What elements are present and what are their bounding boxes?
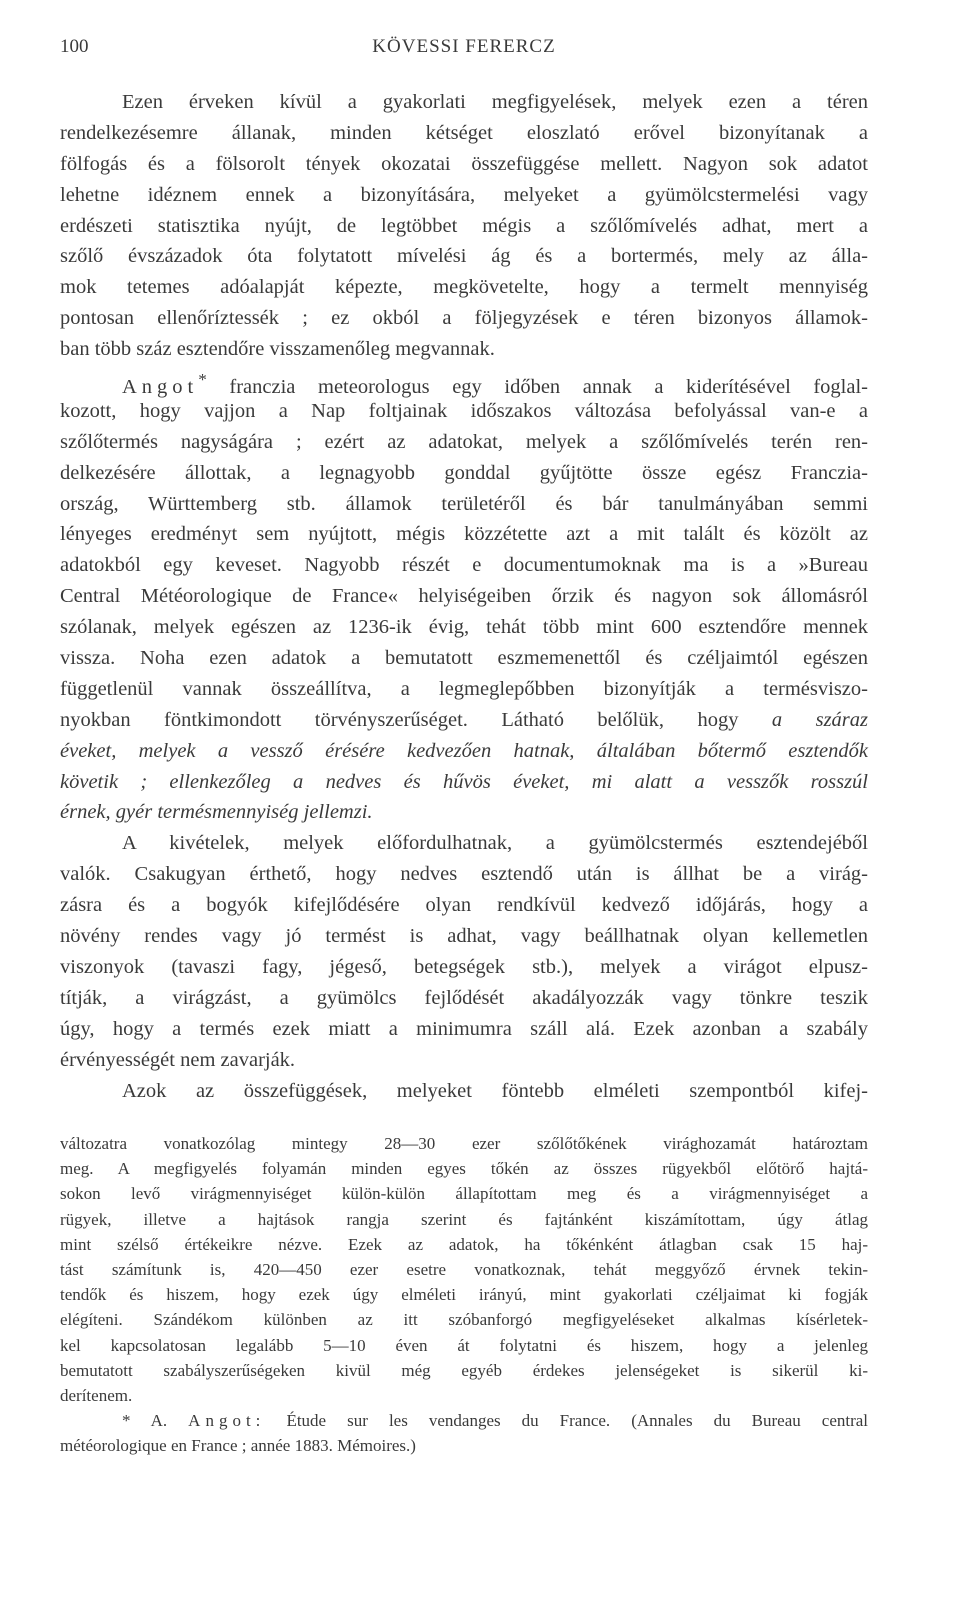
body-line: szőlő évszázadok óta folytatott mívelési ág és a bortermés, mely az álla-	[60, 245, 868, 268]
body-line: ország, Württemberg stb. államok területéről és bár tanulmányában semmi	[60, 492, 868, 515]
body-line: függetlenül vannak összeállítva, a legmeglepőbben bizonyítják a termésviszo-	[60, 677, 868, 700]
footnote-line: kel kapcsolatosan legalább 5—10 éven át folytatni és hiszem, hogy a jelenleg	[60, 1335, 868, 1355]
footnote-line: sokon levő virágmennyiséget külön-külön állapítottam meg és a virágmennyiséget a	[60, 1184, 868, 1204]
footnote-author: Angot:	[188, 1411, 266, 1431]
body-line: títják, a virágzást, a gyümölcs fejlődését akadályozzák vagy tönkre teszik	[60, 986, 868, 1009]
body-line: vissza. Noha ezen adatok a bemutatott eszmemenettől és czéljaimtól egészen	[60, 647, 868, 670]
footnote-line: rügyek, illetve a hajtások rangja szerint és fajtánként kiszámítottam, úgy átlag	[60, 1209, 868, 1229]
body-line: szólanak, melyek egészen az 1236-ik évig, tehát több mint 600 esztendőre mennek	[60, 616, 868, 639]
body-line: adatokból egy keveset. Nagyobb részét e documentumoknak ma is a »Bureau	[60, 554, 868, 577]
body-line: kozott, hogy vajjon a Nap foltjainak időszakos változása befolyással van-e a	[60, 399, 868, 422]
footnote-line: mint szélső értékeikre nézve. Ezek az adatok, ha tőkénként átlagban csak 15 haj-	[60, 1234, 868, 1254]
body-line: zásra és a bogyók kifejlődésére olyan rendkívül kedvező időjárás, hogy a	[60, 894, 868, 917]
italic-line: követik ; ellenkezőleg a nedves és hűvös éveket, mi alatt a vesszők rosszúl	[60, 770, 868, 793]
italic-line: érnek, gyér termésmennyiség jellemzi.	[60, 801, 373, 824]
main-text	[60, 87, 868, 1106]
body-line-text: nyokban föntkimondott törvényszerűséget. Látható belőlük, hogy	[60, 708, 739, 731]
footnote-mark: *	[198, 370, 207, 390]
body-line: Azok az összefüggések, melyeket föntebb elméleti szempontból kifej-	[122, 1079, 868, 1102]
footnote-mark: * A.	[122, 1411, 168, 1431]
footnote-line: változatra vonatkozólag mintegy 28—30 ezer szőlőtőkének virághozamát határoztam	[60, 1134, 868, 1153]
italic-phrase: a száraz	[771, 708, 869, 731]
footnote-text: Étude sur les vendanges du France. (Annales du Bureau central	[286, 1411, 869, 1431]
body-line: lehetne idéznem ennek a bizonyítására, melyeket a gyümölcstermelési vagy	[60, 183, 868, 206]
footnote-line: tást számítunk is, 420—450 ezer esetre vonatkoznak, tehát meggyőző érvnek tekin-	[60, 1259, 868, 1279]
body-line: érvényességét nem zavarják.	[60, 1048, 296, 1071]
footnote-line: elégíteni. Szándékom különben az itt szóbanforgó megfigyeléseket alkalmas kísérletek-	[60, 1310, 868, 1330]
footnote-line: tendők és hiszem, hogy ezek úgy elméleti irányú, mint gyakorlati czéljaimat ki fogják	[60, 1285, 868, 1305]
body-line: viszonyok (tavaszi fagy, jégeső, betegségek stb.), melyek a virágot elpusz-	[60, 955, 868, 978]
body-line: Central Météorologique de France« helyiségeiben őrzik és nagyon sok állomásról	[60, 585, 868, 608]
body-line: erdészeti statisztika nyújt, de legtöbbet mégis a szőlőmívelés adhat, mert a	[60, 214, 868, 237]
body-line: szőlőtermés nagyságára ; ezért az adatokat, melyek a szőlőmívelés terén ren-	[60, 430, 868, 453]
body-line: úgy, hogy a termés ezek miatt a minimumra száll alá. Ezek azonban a szabály	[60, 1017, 868, 1040]
page-number: 100	[60, 36, 89, 57]
body-line: fölfogás és a fölsorolt tények okozatai összefüggése mellett. Nagyon sok adatot	[60, 152, 868, 175]
body-line: rendelkezésemre állanak, minden kétséget eloszlató erővel bizonyítanak a	[60, 121, 868, 144]
footnote-line: bemutatott szabályszerűségeken kivül még egyéb érdekes jelenségeket is sikerül ki-	[60, 1360, 868, 1380]
footnote-line: meg. A megfigyelés folyamán minden egyes tőkén az összes rügyekből előtörő hajtá-	[60, 1159, 868, 1179]
footnote-line: derítenem.	[60, 1385, 133, 1405]
body-line: valók. Csakugyan érthető, hogy nedves esztendő után is állhat be a virág-	[60, 863, 868, 886]
footnote-angot	[60, 1408, 868, 1433]
body-line-angot	[60, 365, 868, 396]
footnote-line: météorologique en France ; année 1883. Mémoires.)	[60, 1436, 416, 1456]
footnotes	[60, 1131, 868, 1458]
body-line: ban több száz esztendőre visszamenőleg megvannak.	[60, 338, 495, 361]
body-line: delkezésére állottak, a legnagyobb gonddal gyűjtötte össze egész Franczia-	[60, 461, 868, 484]
body-line: növény rendes vagy jó termést is adhat, vagy beállhatnak olyan kellemetlen	[60, 925, 868, 948]
body-line: pontosan ellenőríztessék ; ez okból a följegyzések e téren bizonyos államok-	[60, 307, 868, 330]
body-line: A kivételek, melyek előfordulhatnak, a gyümölcstermés esztendejéből	[122, 832, 868, 855]
body-line: lényeges eredményt sem nyújtott, mégis közzétette azt a mit talált és közölt az	[60, 523, 868, 546]
italic-line: éveket, melyek a vessző érésére kedvezően hatnak, általában bőtermő esztendők	[60, 739, 868, 762]
page-header	[60, 36, 868, 64]
body-line-italic-start	[60, 705, 868, 736]
body-line: mok tetemes adóalapját képezte, megkövetelte, hogy a termelt mennyiség	[60, 276, 868, 299]
body-line-rest: franczia meteorologus egy időben annak a kiderítésével foglal-	[229, 375, 869, 398]
running-head: KÖVESSI FERERCZ	[372, 36, 556, 57]
author-name: Angot	[122, 375, 199, 398]
body-line: Ezen érveken kívül a gyakorlati megfigyelések, melyek ezen a téren	[122, 91, 868, 113]
